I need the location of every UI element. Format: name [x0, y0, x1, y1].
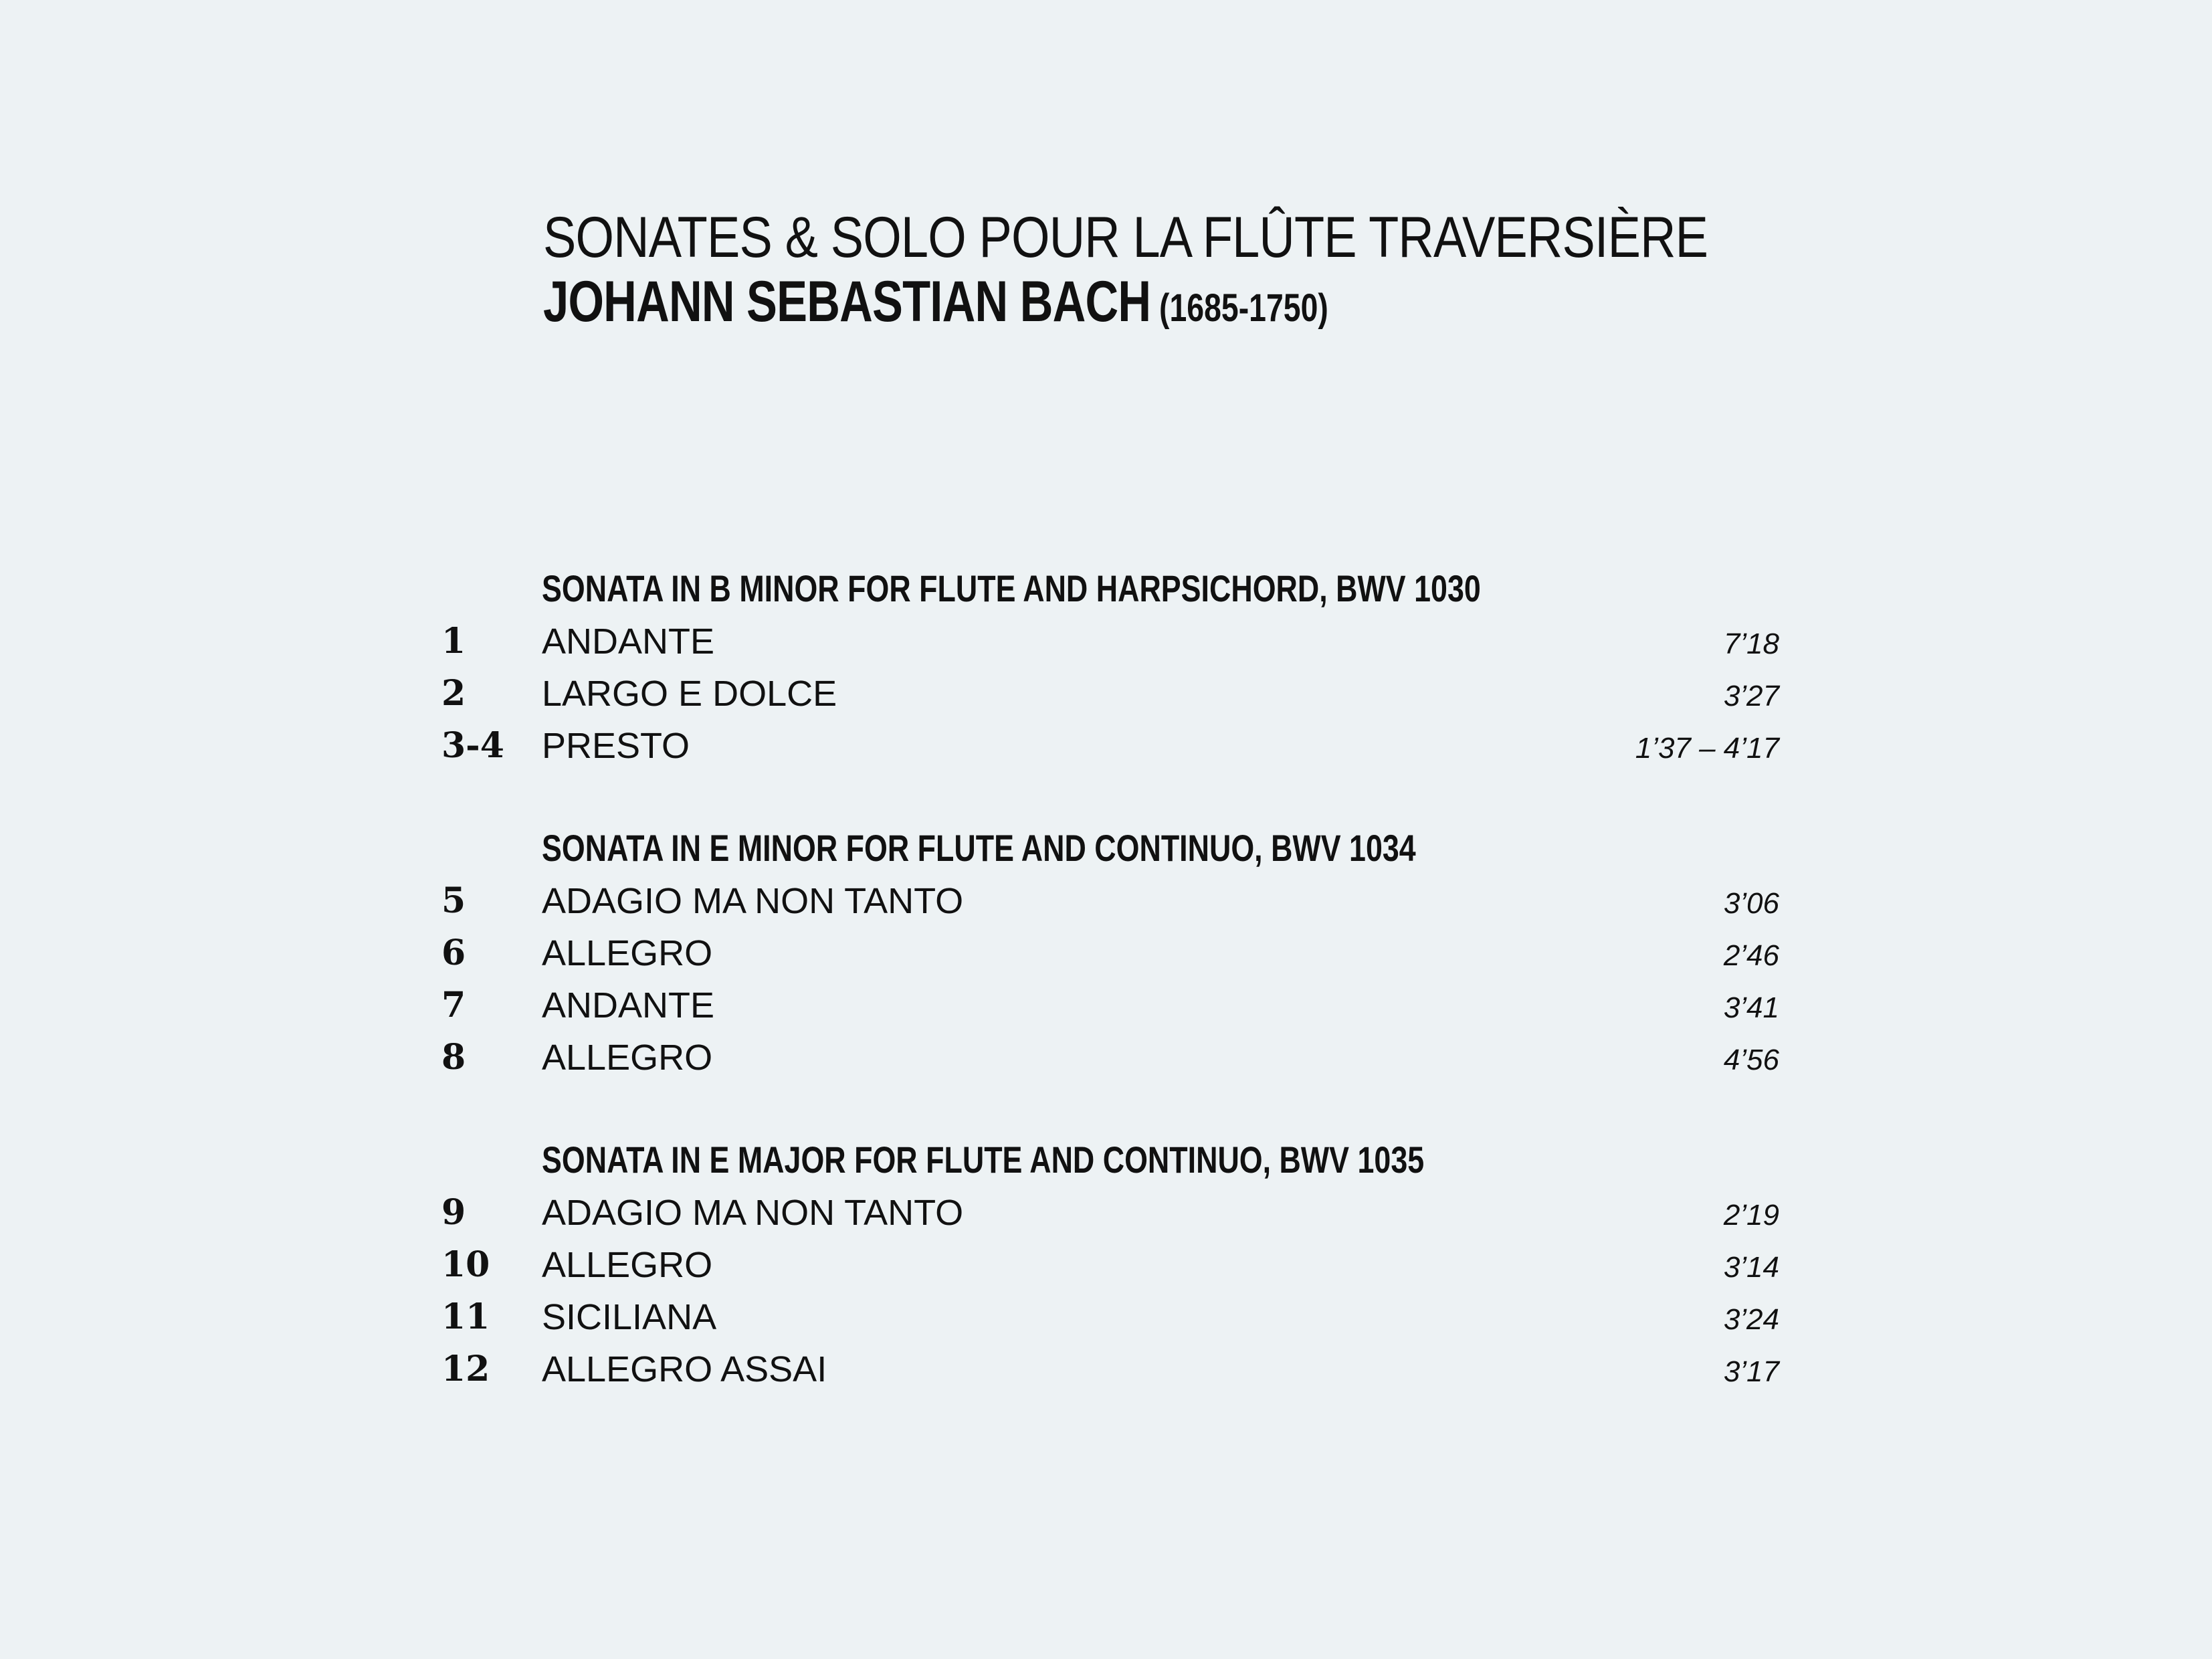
- track-number: 7: [441, 985, 466, 1026]
- work-section: [441, 562, 1779, 772]
- track-row: [441, 1187, 1779, 1239]
- track-row: [441, 1291, 1779, 1343]
- work-title: SONATA IN E MAJOR FOR FLUTE AND CONTINUO, BWV 1035: [542, 1139, 1425, 1181]
- track-row: [441, 1239, 1779, 1291]
- movement-title: ALLEGRO ASSAI: [542, 1349, 827, 1389]
- composer-dates: (1685-1750): [1159, 286, 1328, 330]
- album-title: SONATES & SOLO POUR LA FLÛTE TRAVERSIÈRE: [543, 205, 1708, 270]
- track-number: 3-4: [441, 725, 504, 766]
- track-duration: 3’41: [1723, 991, 1779, 1024]
- movement-title: ALLEGRO: [542, 1038, 713, 1078]
- track-duration: 3’14: [1723, 1251, 1779, 1284]
- track-number: 10: [441, 1244, 490, 1285]
- track-duration: 1’37 – 4’17: [1635, 732, 1779, 765]
- movement-title: LARGO E DOLCE: [542, 674, 837, 714]
- work-section: [441, 821, 1779, 1084]
- track-number: 2: [441, 673, 466, 714]
- movement-title: ALLEGRO: [542, 933, 713, 973]
- movement-title: ADAGIO MA NON TANTO: [542, 1193, 964, 1233]
- movement-title: ANDANTE: [542, 985, 715, 1026]
- composer-line: [543, 268, 1613, 352]
- track-duration: 3’17: [1723, 1355, 1779, 1388]
- track-number: 8: [441, 1037, 466, 1078]
- track-number: 11: [441, 1296, 490, 1337]
- track-row: [441, 1032, 1779, 1084]
- track-duration: 3’24: [1723, 1303, 1779, 1336]
- work-title: SONATA IN E MINOR FOR FLUTE AND CONTINUO, BWV 1034: [542, 827, 1416, 869]
- work-section: [441, 1133, 1779, 1395]
- movement-title: ALLEGRO: [542, 1245, 713, 1285]
- track-row: [441, 615, 1779, 668]
- track-number: 1: [441, 621, 466, 662]
- track-row: [441, 668, 1779, 720]
- track-row: [441, 979, 1779, 1032]
- track-duration: 3’27: [1723, 680, 1779, 712]
- track-number: 12: [441, 1349, 490, 1389]
- track-row: [441, 875, 1779, 927]
- album-header: [543, 204, 1881, 352]
- track-duration: 2’46: [1723, 939, 1779, 972]
- track-duration: 7’18: [1723, 627, 1779, 660]
- track-duration: 2’19: [1723, 1199, 1779, 1232]
- movement-title: ANDANTE: [542, 621, 715, 662]
- movement-title: SICILIANA: [542, 1297, 717, 1337]
- track-duration: 3’06: [1723, 887, 1779, 920]
- track-row: [441, 927, 1779, 979]
- tracklist: [441, 562, 1779, 1445]
- movement-title: PRESTO: [542, 726, 690, 766]
- composer-name: JOHANN SEBASTIAN BACH: [543, 270, 1151, 334]
- track-number: 5: [441, 880, 466, 921]
- track-number: 6: [441, 933, 466, 973]
- track-row: [441, 720, 1779, 772]
- movement-title: ADAGIO MA NON TANTO: [542, 881, 964, 921]
- work-title: SONATA IN B MINOR FOR FLUTE AND HARPSICHORD, BWV 1030: [542, 567, 1481, 609]
- track-number: 9: [441, 1192, 466, 1233]
- track-duration: 4’56: [1723, 1044, 1779, 1076]
- track-row: [441, 1343, 1779, 1395]
